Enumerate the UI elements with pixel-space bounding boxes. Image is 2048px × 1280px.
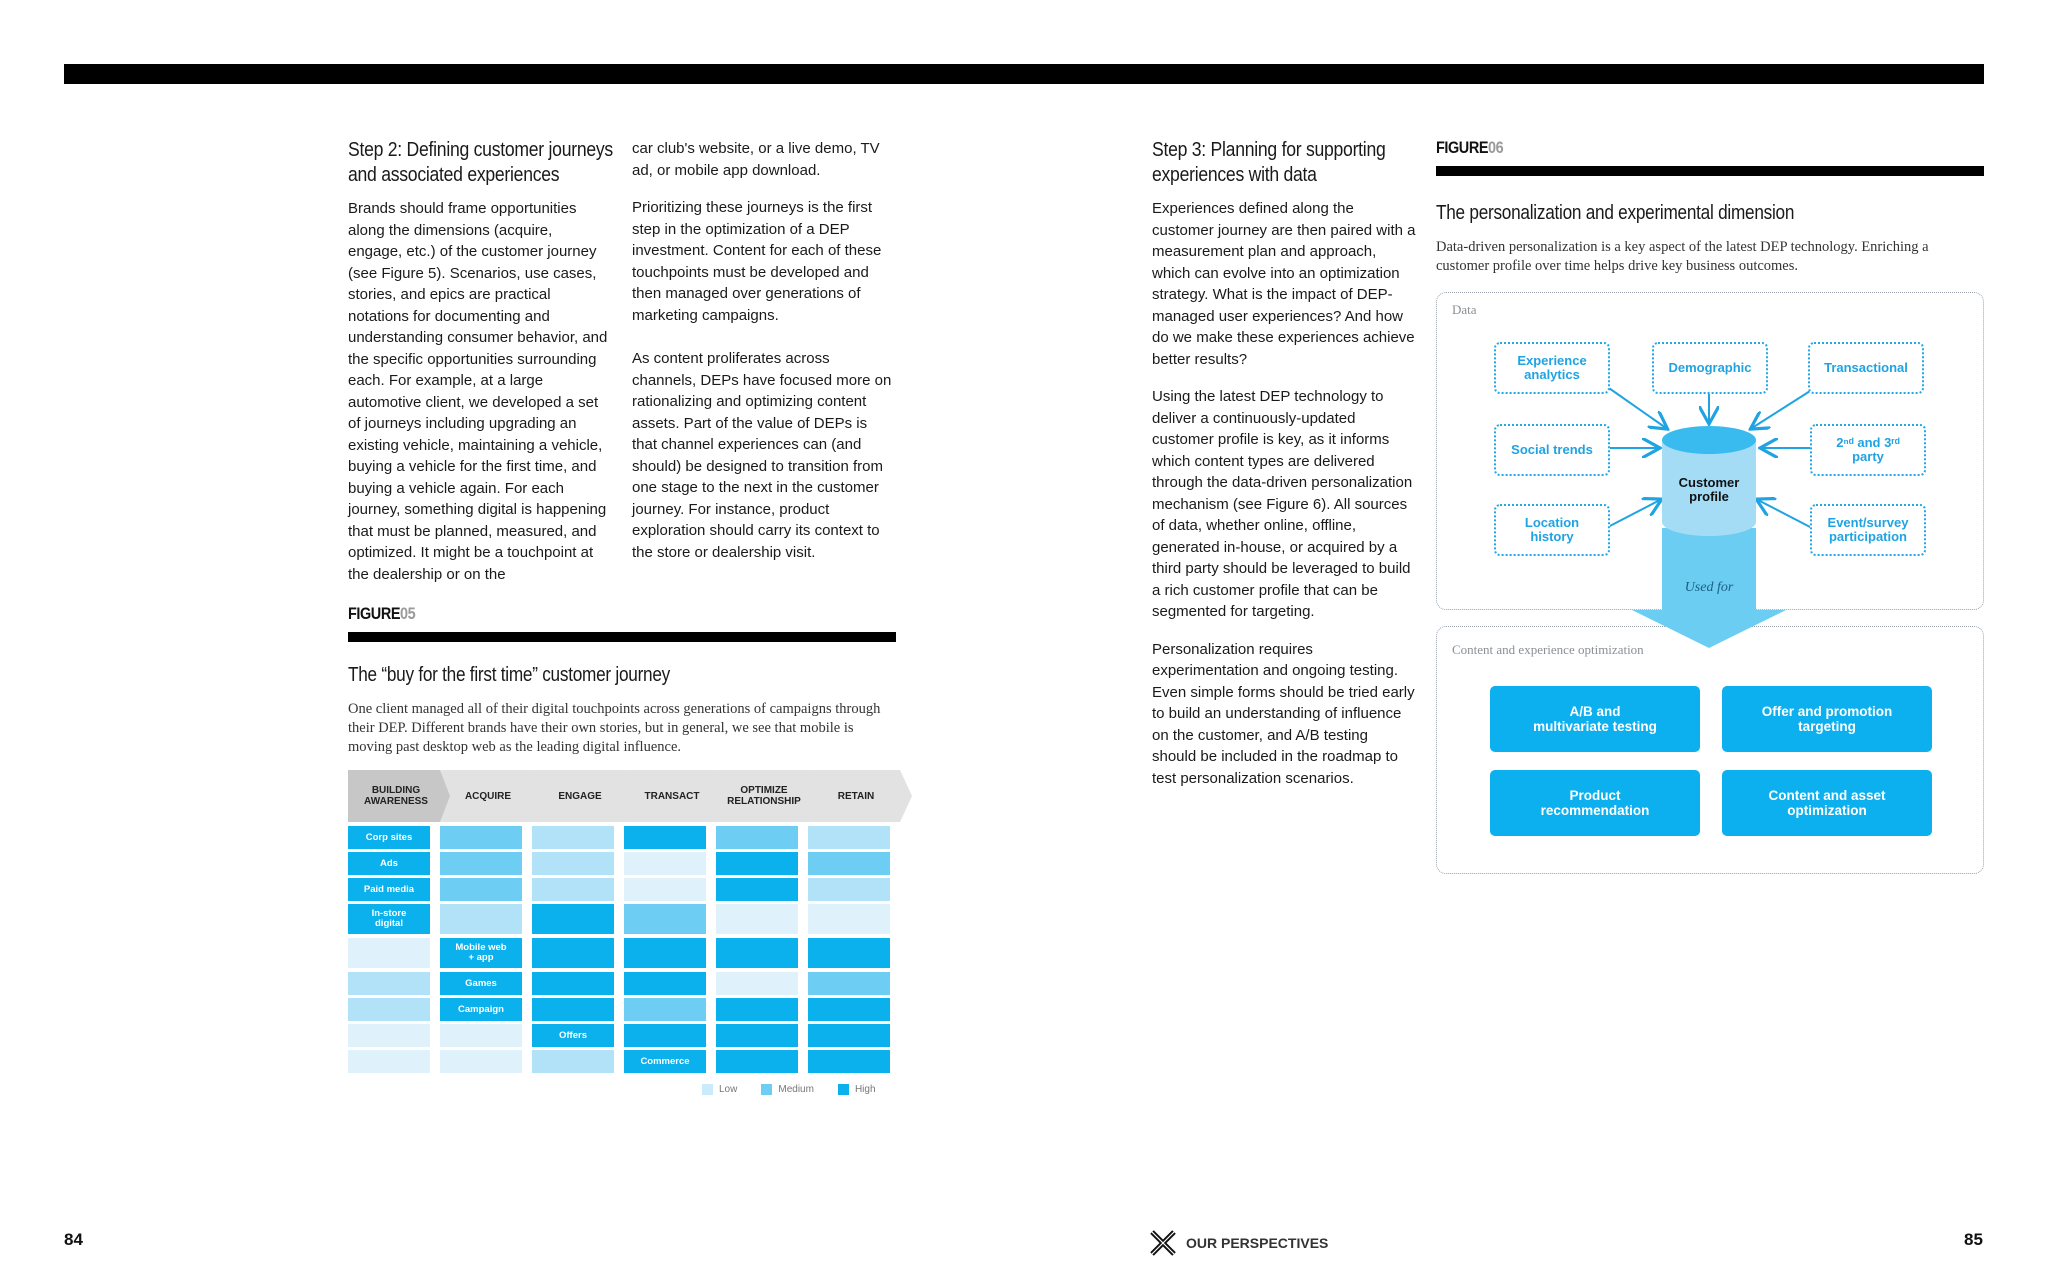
stage-transact — [624, 770, 728, 822]
stage-building-awareness — [348, 770, 452, 822]
journey-cell — [624, 1024, 706, 1047]
journey-cell — [808, 904, 890, 934]
stage-acquire — [440, 770, 544, 822]
journey-cell: In-store digital — [348, 904, 430, 934]
journey-cell — [624, 878, 706, 901]
journey-cell — [716, 1024, 798, 1047]
col2-paragraph-1: car club's website, or a live demo, TV ad, or mobile app download. — [632, 140, 880, 179]
source-location-history: Location history — [1494, 504, 1610, 556]
figure06-header — [1436, 138, 1984, 276]
source-demographic: Demographic — [1652, 342, 1768, 394]
profile-cylinder-top — [1662, 426, 1756, 454]
journey-cell — [808, 938, 890, 968]
product-recommendation-block: Product recommendation — [1490, 770, 1700, 836]
journey-cell — [808, 1024, 890, 1047]
legend-medium-label: Medium — [778, 1084, 814, 1095]
figure06-title: The personalization and experimental dimension — [1436, 202, 1795, 224]
legend-low-label: Low — [719, 1084, 738, 1095]
figure05-label: FIGURE05 — [348, 604, 416, 623]
brand-label: OUR PERSPECTIVES — [1186, 1235, 1329, 1251]
stage-retain — [808, 770, 912, 822]
figure05-rule — [348, 632, 896, 642]
journey-cell — [808, 878, 890, 901]
legend-high-label: High — [854, 1084, 876, 1095]
journey-cell: Corp sites — [348, 826, 430, 849]
journey-cell — [532, 998, 614, 1021]
col2-paragraph-2: Prioritizing these journeys is the first step in the optimization of a DEP investment. Content for each of these touchpoints must be developed and then managed over generations of marketing campaigns. — [632, 199, 882, 324]
journey-cell — [532, 826, 614, 849]
figure05-subtitle: One client managed all of their digital touchpoints across generations of campaigns through their DEP. Different brands have their own stories, but in general, we see that mobile is moving past desktop web as the leading digital influence. — [348, 701, 881, 755]
step3-title: Step 3: Planning for supporting experiences with data — [1152, 139, 1386, 186]
journey-cell — [440, 878, 522, 901]
arrow-event-survey — [1758, 500, 1812, 528]
journey-cell — [532, 904, 614, 934]
step3-column — [1152, 138, 1416, 805]
journey-cell — [532, 852, 614, 875]
journey-cell — [532, 1050, 614, 1073]
footer-brand — [1150, 1230, 1328, 1256]
journey-cell — [808, 826, 890, 849]
optimization-box-label: Content and experience optimization — [1452, 642, 1644, 657]
journey-cell: Commerce — [624, 1050, 706, 1073]
source-event-survey: Event/survey participation — [1810, 504, 1926, 556]
data-box-label: Data — [1452, 302, 1477, 317]
journey-stage-row — [348, 770, 884, 822]
stage-label: ENGAGE — [558, 790, 602, 802]
stage-label: RETAIN — [837, 790, 875, 802]
journey-cell: Games — [440, 972, 522, 995]
source-2nd-3rd-party: 2ⁿᵈ and 3ʳᵈ party — [1810, 424, 1926, 476]
journey-cell — [624, 998, 706, 1021]
journey-cell — [716, 826, 798, 849]
step3-body — [1152, 198, 1416, 789]
stage-label: OPTIMIZE RELATIONSHIP — [727, 785, 801, 807]
profile-cylinder-base — [1662, 508, 1756, 536]
customer-journey-chart — [348, 770, 884, 1067]
step2-column-2 — [632, 138, 894, 579]
journey-cell — [716, 878, 798, 901]
stage-engage — [532, 770, 636, 822]
journey-cell — [716, 904, 798, 934]
journey-cell — [440, 852, 522, 875]
source-transactional: Transactional — [1808, 342, 1924, 394]
legend-high-swatch — [838, 1084, 849, 1095]
col2-paragraph-3: As content proliferates across channels, DEPs have focused more on rationalizing and optimizing content assets. Part of the value of DEPs is that channel experiences can (and should) be designed to transition from one stage to the next in the customer journey. For instance, product exploration should carry its context to the store or dealership visit. — [632, 350, 892, 561]
arrow-location-history — [1606, 500, 1660, 528]
stage-label: ACQUIRE — [464, 790, 512, 802]
journey-cell: Ads — [348, 852, 430, 875]
journey-cell — [808, 1050, 890, 1073]
journey-cell — [348, 998, 430, 1021]
journey-cell — [532, 972, 614, 995]
step2-paragraph: Brands should frame opportunities along the dimensions (acquire, engage, etc.) of the customer journey (see Figure 5). Scenarios, use cases, stories, and epics are practical notations for documenting and understanding consumer behavior, and the specific opportunities surrounding each. For example, at a large automotive client, we developed a set of journeys including upgrading an existing vehicle, maintaining a vehicle, buying a vehicle for the first time, and buying a vehicle again. For each journey, something digital is happening that must be planned, measured, and optimized. It might be a touchpoint at the dealership or on the — [348, 200, 608, 583]
journey-cell — [808, 998, 890, 1021]
step2-body-col2 — [632, 138, 894, 563]
journey-cell — [440, 826, 522, 849]
journey-cell — [716, 972, 798, 995]
page-number-left: 84 — [64, 1230, 83, 1249]
journey-cell — [348, 972, 430, 995]
used-for-label: Used for — [1684, 580, 1734, 595]
figure06-label: FIGURE06 — [1436, 138, 1504, 157]
journey-cell — [716, 1050, 798, 1073]
journey-cell: Paid media — [348, 878, 430, 901]
top-rule — [64, 64, 1984, 84]
journey-cell — [624, 904, 706, 934]
source-social-trends: Social trends — [1494, 424, 1610, 476]
journey-cell: Offers — [532, 1024, 614, 1047]
step3-paragraph-1: Experiences defined along the customer journey are then paired with a measurement plan and approach, which can evolve into an optimization strategy. What is the impact of DEP-managed user experiences? And how do we make these experiences achieve better results? — [1152, 200, 1416, 368]
figure05-header — [348, 604, 896, 757]
journey-cell: Mobile web + app — [440, 938, 522, 968]
brand-x-icon — [1150, 1230, 1176, 1256]
journey-cell — [624, 826, 706, 849]
journey-cell — [716, 852, 798, 875]
step2-column-1 — [348, 138, 613, 601]
step2-body-col1 — [348, 198, 610, 585]
step3-paragraph-2: Using the latest DEP technology to deliver a continuously-updated customer profile is key, as it informs which content types are delivered through the data-driven personalization mechanism (see Figure 6). All sources of data, whether online, offline, generated in-house, or acquired by a third party should be leveraged to build a rich customer profile that can be segmented for targeting. — [1152, 388, 1413, 620]
legend-low-swatch — [702, 1084, 713, 1095]
journey-cell — [348, 1050, 430, 1073]
journey-cell — [532, 938, 614, 968]
journey-cell — [624, 972, 706, 995]
journey-cell — [440, 1024, 522, 1047]
journey-cell — [716, 998, 798, 1021]
journey-cell — [348, 938, 430, 968]
stage-optimize-relationship — [716, 770, 820, 822]
journey-cell — [348, 1024, 430, 1047]
offer-targeting-block: Offer and promotion targeting — [1722, 686, 1932, 752]
journey-cell — [808, 852, 890, 875]
source-experience-analytics: Experience analytics — [1494, 342, 1610, 394]
journey-cell — [624, 852, 706, 875]
figure06-rule — [1436, 166, 1984, 176]
page-number-right: 85 — [1964, 1230, 1983, 1249]
content-asset-optimization-block: Content and asset optimization — [1722, 770, 1932, 836]
journey-cell — [716, 938, 798, 968]
step3-paragraph-3: Personalization requires experimentation and ongoing testing. Even simple forms should be tried early to build an understanding of influence on the customer, and A/B testing should be included in the roadmap to test personalization scenarios. — [1152, 640, 1415, 787]
legend-medium-swatch — [761, 1084, 772, 1095]
journey-cell — [440, 904, 522, 934]
ab-testing-block: A/B and multivariate testing — [1490, 686, 1700, 752]
stage-label: BUILDING AWARENESS — [364, 785, 428, 807]
figure06-subtitle: Data-driven personalization is a key aspect of the latest DEP technology. Enriching a customer profile over time helps drive key business outcomes. — [1436, 239, 1929, 274]
stage-label: TRANSACT — [644, 790, 700, 802]
journey-cell — [624, 938, 706, 968]
step2-title: Step 2: Defining customer journeys and associated experiences — [348, 139, 613, 186]
journey-cell — [808, 972, 890, 995]
journey-cell — [440, 1050, 522, 1073]
journey-cell: Campaign — [440, 998, 522, 1021]
figure05-title: The “buy for the first time” customer journey — [348, 664, 671, 686]
journey-cell — [532, 878, 614, 901]
customer-profile-label: Customer profile — [1678, 475, 1740, 504]
journey-legend — [702, 1084, 876, 1095]
